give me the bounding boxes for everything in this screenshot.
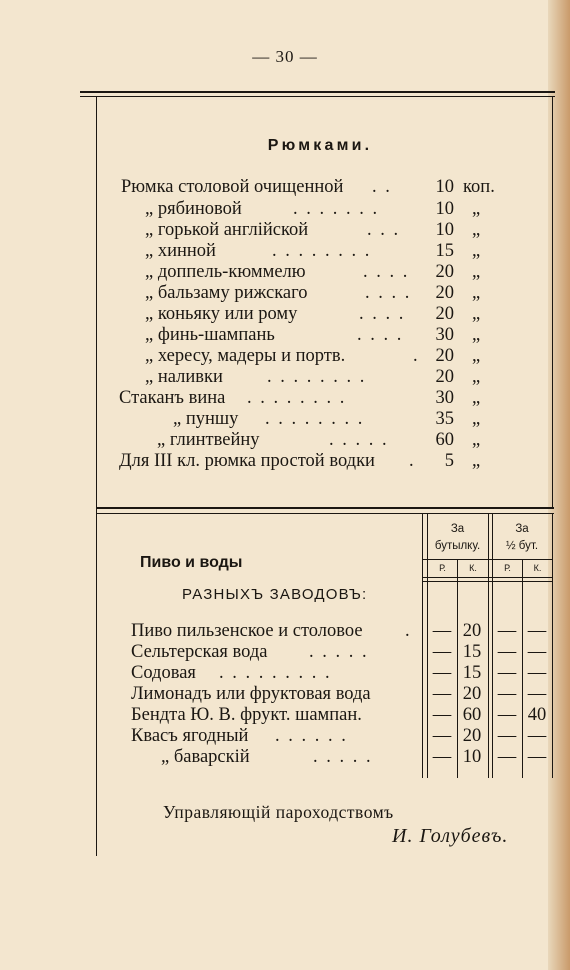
cell-half-r: — xyxy=(497,663,517,683)
item-name: „ горькой англiйской xyxy=(145,220,309,240)
col-bottle-line-1: За xyxy=(450,523,465,535)
leader-dots: . . . . . . . . xyxy=(272,241,372,261)
col-bottle-header xyxy=(427,521,488,555)
list-item xyxy=(117,345,507,367)
item-name: „ финь-шампань xyxy=(145,325,275,345)
col-half-header xyxy=(492,521,552,555)
cell-k: 15 xyxy=(462,642,482,662)
list-item xyxy=(117,198,507,220)
item-name: Содовая xyxy=(131,663,196,683)
col-k-label: К. xyxy=(469,563,477,573)
item-name: „ глинтвейну xyxy=(157,430,260,450)
list-item xyxy=(117,240,507,262)
cell-k: 15 xyxy=(462,663,482,683)
list-item xyxy=(117,450,507,472)
list-item xyxy=(117,219,507,241)
col-half-line-2: ½ бут. xyxy=(505,540,539,552)
leader-dots: . . . . . . . . . xyxy=(219,663,332,683)
leader-dots: . xyxy=(413,346,420,366)
col-half-r-label: Р. xyxy=(504,563,511,573)
item-name: Рюмка столовой очищенной xyxy=(121,177,344,197)
cell-r: — xyxy=(432,621,452,641)
leader-dots: . . . . . . . . xyxy=(265,409,365,429)
item-price: 20 xyxy=(435,262,454,282)
list-item xyxy=(117,366,507,388)
list-item xyxy=(117,282,507,304)
price-unit: „ xyxy=(472,367,481,387)
cell-half-r: — xyxy=(497,642,517,662)
cell-half-r: — xyxy=(497,726,517,746)
item-name: „ рябиновой xyxy=(145,199,242,219)
cell-r: — xyxy=(432,642,452,662)
item-price: 15 xyxy=(435,241,454,261)
price-unit: „ xyxy=(472,430,481,450)
item-price: 60 xyxy=(435,430,454,450)
table-row xyxy=(131,662,561,684)
table-head-line-1 xyxy=(422,559,553,560)
item-name: „ хересу, мадеры и портв. xyxy=(145,346,346,366)
col-r-label: Р. xyxy=(439,563,446,573)
ryumki-title: Рюмками. xyxy=(267,137,373,154)
price-unit: „ xyxy=(472,304,481,324)
item-name: „ хинной xyxy=(145,241,216,261)
item-price: 20 xyxy=(435,367,454,387)
cell-k: 10 xyxy=(462,747,482,767)
item-price: 20 xyxy=(435,346,454,366)
leader-dots: . . . . . . . xyxy=(293,199,380,219)
list-item xyxy=(117,387,507,409)
list-item xyxy=(117,303,507,325)
item-name: Пиво пильзенское и столовое xyxy=(131,621,363,641)
top-rule-thin xyxy=(80,96,555,97)
leader-dots: . . . . . xyxy=(329,430,389,450)
list-item xyxy=(117,429,507,451)
item-price: 10 xyxy=(435,177,454,197)
leader-dots: . . . . xyxy=(365,283,412,303)
price-unit: „ xyxy=(472,199,481,219)
price-unit: „ xyxy=(472,220,481,240)
item-name: „ бальзаму рижскаго xyxy=(145,283,308,303)
cell-half-r: — xyxy=(497,705,517,725)
table-row xyxy=(131,641,561,663)
price-unit: „ xyxy=(472,409,481,429)
price-unit: „ xyxy=(472,241,481,261)
price-unit: „ xyxy=(472,346,481,366)
item-price: 5 xyxy=(444,451,454,471)
leader-dots: . . . . . . . . xyxy=(267,367,367,387)
signature-title: Управляющiй пароходствомъ xyxy=(163,802,394,822)
table-row xyxy=(131,725,561,747)
table-row xyxy=(131,620,561,642)
item-name: „ наливки xyxy=(145,367,223,387)
page-number: — 30 — xyxy=(252,47,318,66)
col-half-line-1: За xyxy=(515,523,529,535)
item-price: 35 xyxy=(435,409,454,429)
price-unit: „ xyxy=(472,451,481,471)
leader-dots: . . . . xyxy=(363,262,410,282)
cell-half-r: — xyxy=(497,621,517,641)
section-rule-thin xyxy=(96,513,554,514)
cell-k: 20 xyxy=(462,726,482,746)
col-bottle-line-2: бутылку. xyxy=(434,540,481,552)
leader-dots: . . . . . xyxy=(309,642,369,662)
item-name: „ пуншу xyxy=(173,409,239,429)
item-name: Бендта Ю. В. фрукт. шампан. xyxy=(131,705,362,725)
cell-r: — xyxy=(432,726,452,746)
leader-dots: . . . xyxy=(367,220,401,240)
top-rule xyxy=(80,91,555,93)
table-head-line-3 xyxy=(422,581,553,582)
price-unit: коп. xyxy=(463,177,495,197)
list-item xyxy=(117,324,507,346)
signature-name: И. Голубевъ. xyxy=(392,825,509,847)
item-name: Квасъ ягодный xyxy=(131,726,249,746)
section-rule xyxy=(96,507,554,509)
cell-half-k: — xyxy=(527,726,547,746)
cell-r: — xyxy=(432,684,452,704)
cell-k: 60 xyxy=(462,705,482,725)
cell-r: — xyxy=(432,663,452,683)
table-head-line-2 xyxy=(422,577,553,578)
item-price: 30 xyxy=(435,388,454,408)
price-unit: „ xyxy=(472,283,481,303)
cell-half-k: — xyxy=(527,747,547,767)
cell-k: 20 xyxy=(462,621,482,641)
cell-half-k: — xyxy=(527,621,547,641)
cell-r: — xyxy=(432,705,452,725)
leader-dots: . . . . . . xyxy=(275,726,348,746)
price-unit: „ xyxy=(472,388,481,408)
leader-dots: . xyxy=(409,451,416,471)
frame-right-line xyxy=(552,96,553,508)
item-price: 10 xyxy=(435,199,454,219)
cell-half-k: — xyxy=(527,663,547,683)
leader-dots: . xyxy=(405,621,412,641)
item-price: 10 xyxy=(435,220,454,240)
price-unit: „ xyxy=(472,325,481,345)
table-row xyxy=(131,683,561,705)
leader-dots: . . . . . . . . xyxy=(247,388,347,408)
list-item xyxy=(117,261,507,283)
item-price: 20 xyxy=(435,283,454,303)
item-name: Сельтерская вода xyxy=(131,642,268,662)
cell-half-k: 40 xyxy=(527,705,547,725)
item-name: „ баварскiй xyxy=(161,747,250,767)
table-row xyxy=(131,746,561,768)
item-name: „ доппель-кюммелю xyxy=(145,262,306,282)
item-name: „ коньяку или рому xyxy=(145,304,298,324)
leader-dots: . . . . xyxy=(359,304,406,324)
frame-left-line xyxy=(96,96,97,856)
leader-dots: . . . . . xyxy=(313,747,373,767)
price-unit: „ xyxy=(472,262,481,282)
item-name: Лимонадъ или фруктовая вода xyxy=(131,684,371,704)
col-half-k-label: К. xyxy=(533,563,542,573)
cell-r: — xyxy=(432,747,452,767)
item-name: Для III кл. рюмка простой водки xyxy=(119,451,375,471)
beer-subtitle: РАЗНЫХЪ ЗАВОДОВЪ: xyxy=(182,586,368,603)
cell-half-r: — xyxy=(497,684,517,704)
item-price: 20 xyxy=(435,304,454,324)
cell-half-k: — xyxy=(527,684,547,704)
cell-half-k: — xyxy=(527,642,547,662)
list-item xyxy=(117,176,507,198)
beer-title: Пиво и воды xyxy=(140,554,243,571)
list-item xyxy=(117,408,507,430)
leader-dots: . . . . xyxy=(357,325,404,345)
leader-dots: . . xyxy=(372,177,392,197)
item-price: 30 xyxy=(435,325,454,345)
item-name: Стаканъ вина xyxy=(119,388,226,408)
cell-k: 20 xyxy=(462,684,482,704)
table-row xyxy=(131,704,561,726)
cell-half-r: — xyxy=(497,747,517,767)
